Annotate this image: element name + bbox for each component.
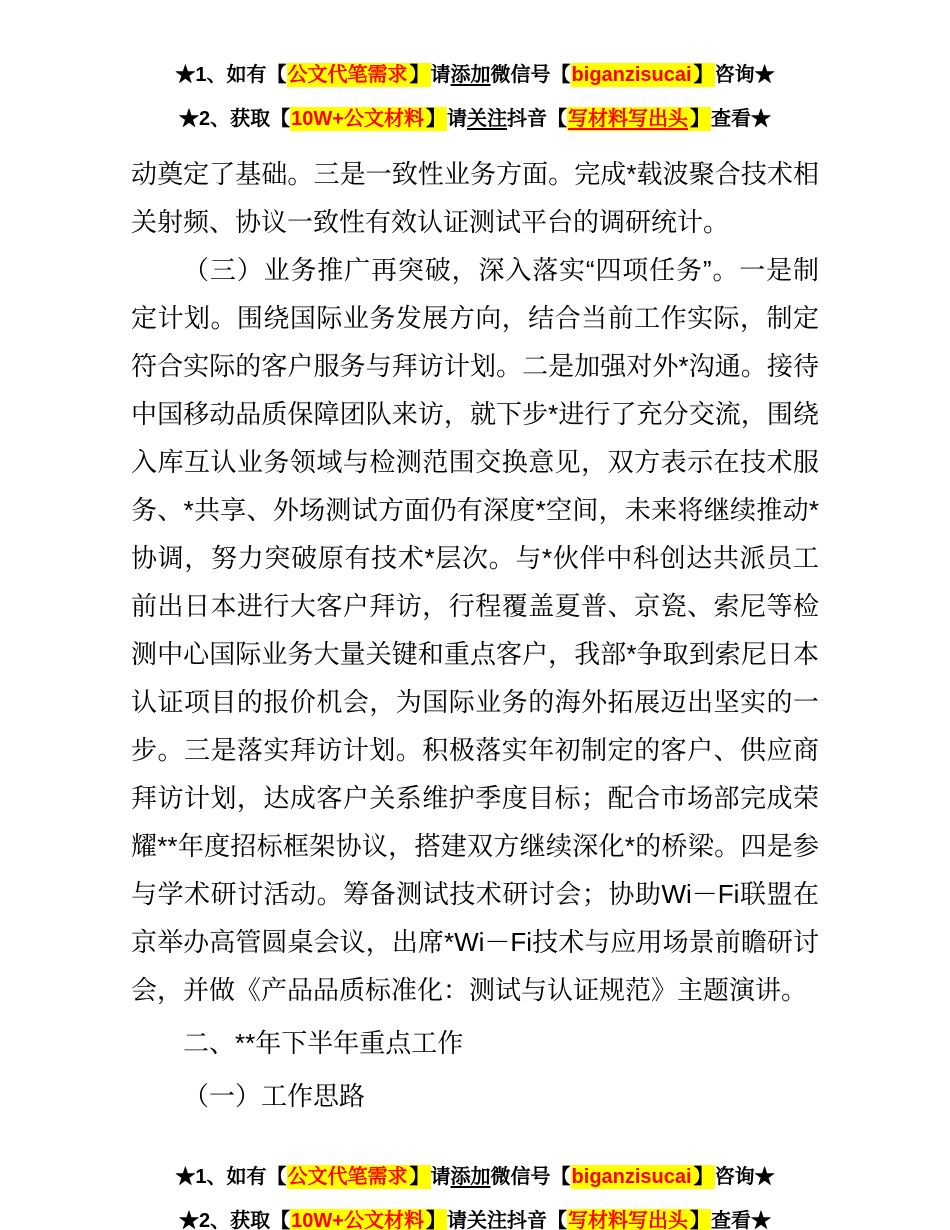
ad-text: 微信号【 bbox=[490, 64, 571, 86]
highlighted-douyin-name: 写材料写出头 bbox=[567, 108, 688, 130]
ad-text-prefix: ★1、如有【 bbox=[175, 1166, 287, 1188]
highlighted-wechat-id: biganzisucai bbox=[571, 1166, 692, 1188]
ad-text: 微信号【 bbox=[490, 1166, 571, 1188]
underlined-word: 关注 bbox=[466, 108, 507, 130]
paragraph-section-3: （三）业务推广再突破，深入落实“四项任务”。一是制定计划。围绕国际业务发展方向，结合当前工作实际，制定符合实际的客户服务与拜访计划。二是加强对外*沟通。接待中国移动品质保障团队来访，就下步*进行了充分交流，围绕入库互认业务领域与检测范围交换意见，双方表示在技术服务、*共享、外场测试方面仍有深度*空间，未来将继续推动*协调，努力突破原有技术*层次。与*伙伴中科创达共派员工前出日本进行大客户拜访，行程覆盖夏普、京瓷、索尼等检测中心国际业务大量关键和重点客户，我部*争取到索尼日本认证项目的报价机会，为国际业务的海外拓展迈出坚实的一步。三是落实拜访计划。积极落实年初制定的客户、供应商拜访计划，达成客户关系维护季度目标；配合市场部完成荣耀**年度招标框架协议，搭建双方继续深化*的桥梁。四是参与学术研讨活动。筹备测试技术研讨会；协助Wi－Fi联盟在京举办高管圆桌会议，出席*Wi－Fi技术与应用场景前瞻研讨会，并做《产品品质标准化：测试与认证规范》主题演讲。 bbox=[131, 255, 819, 1005]
underlined-word: 添加 bbox=[450, 1166, 491, 1188]
ad-text: 请 bbox=[446, 1210, 467, 1230]
ad-text: 请 bbox=[446, 108, 467, 130]
ad-text-prefix: ★2、获取【 bbox=[179, 1210, 291, 1230]
heading-part-2: 二、**年下半年重点工作 bbox=[183, 1028, 464, 1058]
bracket-close: 】 bbox=[693, 1166, 714, 1188]
ad-line-2 bbox=[0, 104, 950, 134]
ad-text: 请 bbox=[430, 1166, 451, 1188]
bracket-close: 】 bbox=[409, 64, 430, 86]
highlighted-phrase: 公文代笔需求 bbox=[287, 64, 408, 86]
bracket-close: 】 bbox=[425, 1209, 447, 1230]
underlined-word: 添加 bbox=[450, 64, 491, 86]
ad-banner-top bbox=[0, 0, 950, 134]
ad-text-prefix: ★1、如有【 bbox=[175, 64, 287, 86]
bracket-close: 】 bbox=[425, 108, 446, 130]
bracket-close: 】 bbox=[689, 1209, 711, 1230]
highlighted-phrase: 10W+公文材料 bbox=[291, 108, 424, 130]
paragraph-continuation: 动奠定了基础。三是一致性业务方面。完成*载波聚合技术相关射频、协议一致性有效认证测试平台的调研统计。 bbox=[131, 159, 819, 237]
subheading-work-approach: （一）工作思路 bbox=[183, 1081, 366, 1111]
highlighted-douyin-name: 写材料写出头 bbox=[567, 1209, 689, 1230]
ad-text: 请 bbox=[430, 64, 451, 86]
ad-text-suffix: 查看★ bbox=[710, 108, 771, 130]
ad-line-1 bbox=[0, 1162, 950, 1192]
ad-text-suffix: 查看★ bbox=[710, 1210, 771, 1230]
ad-text: 抖音【 bbox=[506, 108, 567, 130]
bracket-close: 】 bbox=[409, 1166, 430, 1188]
ad-text-prefix: ★2、获取【 bbox=[179, 108, 291, 130]
ad-banner-bottom bbox=[0, 1162, 950, 1230]
highlighted-phrase: 公文代笔需求 bbox=[287, 1166, 408, 1188]
highlighted-phrase: 10W+公文材料 bbox=[290, 1209, 425, 1230]
bracket-close: 】 bbox=[693, 64, 714, 86]
ad-text-suffix: 咨询★ bbox=[714, 64, 775, 86]
ad-text: 抖音【 bbox=[506, 1210, 567, 1230]
bracket-close: 】 bbox=[689, 108, 710, 130]
ad-line-2 bbox=[0, 1206, 950, 1230]
ad-text-suffix: 咨询★ bbox=[714, 1166, 775, 1188]
underlined-word: 关注 bbox=[466, 1210, 507, 1230]
ad-line-1 bbox=[0, 60, 950, 90]
highlighted-wechat-id: biganzisucai bbox=[571, 64, 692, 86]
document-body bbox=[131, 150, 819, 1120]
